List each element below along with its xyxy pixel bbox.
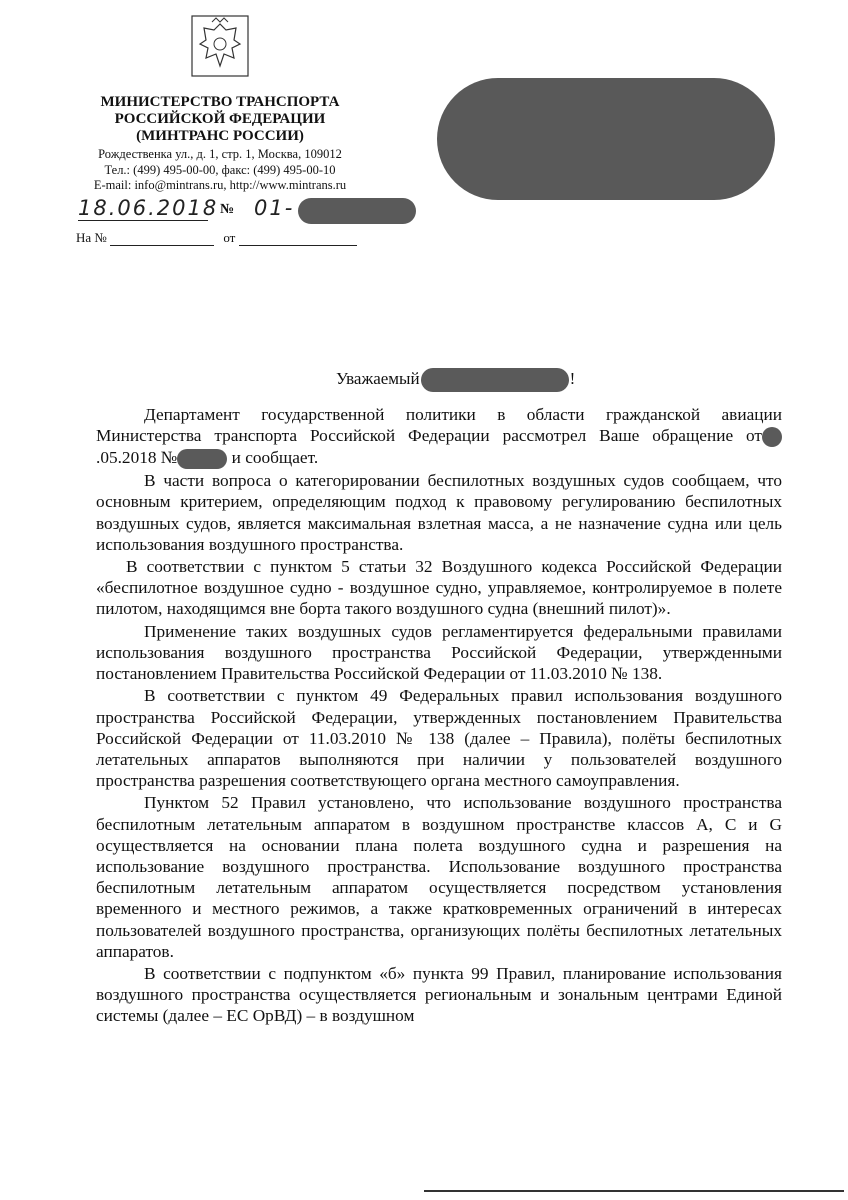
paragraph-6: Пунктом 52 Правил установлено, что использование воздушного пространства беспилотным летательным аппаратом в воздушном пространстве классов A, C и G осуществляется на основании плана полета воздушного судна и разрешения на использование воздушного пространства. Использование воздушного пространства беспилотным летательным аппаратом осуществляется посредством установления временного и местного режимов, а также кратковременных ограничений в интересах пользователей воздушного пространства, организующих полёты беспилотных летательных аппаратов.	[96, 793, 782, 961]
paragraph-2: В части вопроса о категорировании беспилотных воздушных судов сообщаем, что основным критерием, определяющим подход к правовому регулированию беспилотных воздушных судов, является максимальная взлетная масса, а не назначение судна или цель использования воздушного пространства.	[96, 471, 782, 554]
ministry-heading	[70, 94, 370, 145]
redacted-addressee	[437, 78, 775, 200]
coat-of-arms-emblem	[190, 14, 250, 78]
email-line: E-mail: info@mintrans.ru, http://www.mintrans.ru	[93, 178, 347, 192]
phone-line: Тел.: (499) 495-00-00, факс: (499) 495-00-10	[104, 162, 336, 177]
ministry-name-line3: (МИНТРАНС РОССИИ)	[136, 128, 304, 144]
reference-line	[76, 230, 357, 246]
redacted-name	[421, 368, 569, 392]
paragraph-7: В соответствии с подпунктом «б» пункта 99 Правил, планирование использования воздушного пространства осуществляется региональным и зональным центрами Единой системы (далее – ЕС ОрВД) – в воздушном	[96, 963, 782, 1026]
p1-text-a: Департамент государственной политики в области гражданской авиации Министерства транспорта Российской Федерации рассмотрел Ваше обращение от	[96, 405, 782, 446]
paragraph-4: Применение таких воздушных судов регламентируется федеральными правилами использования воздушного пространства Российской Федерации, утвержденными постановлением Правительства Российской Федерации от 11.03.2010 № 138.	[96, 621, 782, 684]
number-sign: №	[220, 202, 235, 217]
outgoing-date-number	[78, 196, 418, 226]
ref-from-label: от	[223, 230, 236, 245]
redacted-number	[298, 198, 416, 224]
ministry-address	[70, 147, 370, 194]
address-line: Рождественка ул., д. 1, стр. 1, Москва, 109012	[98, 147, 342, 161]
ministry-name-line2: РОССИЙСКОЙ ФЕДЕРАЦИИ	[114, 111, 326, 127]
p1-text-c: и сообщает.	[231, 448, 319, 468]
p1-text-b: .05.2018 №	[96, 448, 178, 468]
redacted-day	[762, 427, 782, 447]
greeting-prefix: Уважаемый	[336, 368, 420, 388]
ref-number-label: На №	[76, 230, 107, 245]
handwritten-date: 18.06.2018	[78, 196, 219, 220]
handwritten-number: 01-	[254, 196, 295, 220]
ministry-name-line1: МИНИСТЕРСТВО ТРАНСПОРТА	[100, 94, 340, 110]
paragraph-5: В соответствии с пунктом 49 Федеральных правил использования воздушного пространства Российской Федерации, утвержденных постановлением Правительства Российской Федерации от 11.03.2010 № 138 (далее – Правила), полёты беспилотных летательных аппаратов выполняются при наличии у пользователей воздушного пространства разрешения соответствующего органа местного самоуправления.	[96, 686, 782, 791]
ref-number-blank	[110, 233, 214, 246]
greeting-suffix: !	[569, 368, 576, 388]
paragraph-3: В соответствии с пунктом 5 статьи 32 Воздушного кодекса Российской Федерации «беспилотное воздушное судно - воздушное судно, управляемое, контролируемое в полете пилотом, находящимся вне борта такого воздушного судна (внешний пилот)».	[96, 557, 782, 619]
redacted-appeal-number	[177, 449, 227, 469]
letter-body	[96, 404, 782, 1027]
greeting	[336, 368, 575, 392]
paragraph-1	[96, 404, 782, 469]
date-underline	[78, 220, 208, 221]
footer-rule	[424, 1190, 844, 1192]
ref-date-blank	[239, 233, 357, 246]
